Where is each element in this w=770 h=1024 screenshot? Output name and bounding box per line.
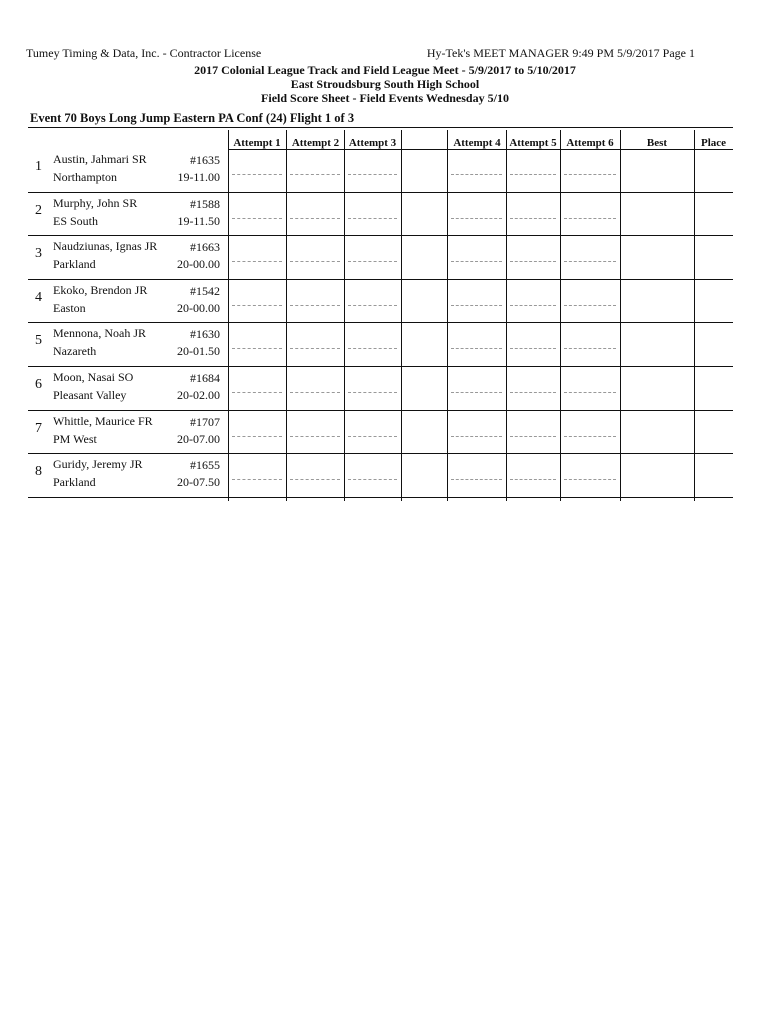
athlete-order-number: 4	[35, 289, 42, 305]
athlete-seed-mark: 19-11.00	[177, 170, 220, 184]
athlete-seed-mark: 20-07.00	[177, 431, 220, 446]
score-cell[interactable]	[621, 238, 693, 279]
header-left: Tumey Timing & Data, Inc. - Contractor License	[26, 46, 262, 60]
header-row-divider	[228, 149, 733, 150]
score-cell[interactable]	[229, 195, 285, 236]
score-cell[interactable]	[287, 195, 343, 236]
score-cell[interactable]	[402, 456, 446, 497]
athlete-order-number: 2	[35, 202, 42, 218]
score-cell[interactable]	[507, 195, 559, 236]
athlete-team: ES South	[53, 213, 99, 228]
athlete-bib: #1635	[190, 153, 220, 167]
athlete-order-number: 8	[35, 464, 42, 480]
score-cell[interactable]	[561, 325, 619, 366]
place-cell[interactable]	[695, 413, 732, 454]
score-cell[interactable]	[345, 456, 400, 497]
score-cell[interactable]	[287, 325, 343, 366]
score-cell[interactable]	[561, 456, 619, 497]
athlete-team: PM West	[53, 431, 97, 446]
athlete-seed-mark: 20-07.50	[177, 475, 220, 490]
score-cell[interactable]	[229, 456, 285, 497]
meet-title: 2017 Colonial League Track and Field League Meet - 5/9/2017 to 5/10/2017	[194, 63, 576, 77]
table-top-line	[28, 127, 733, 128]
place-cell[interactable]	[695, 456, 732, 497]
col-header-attempt-3: Attempt 3	[348, 137, 397, 149]
score-cell[interactable]	[287, 413, 343, 454]
col-header-attempt-2: Attempt 2	[291, 137, 340, 149]
score-cell[interactable]	[621, 151, 693, 192]
score-cell[interactable]	[345, 413, 400, 454]
athlete-team: Easton	[53, 300, 86, 315]
score-cell[interactable]	[345, 195, 400, 236]
score-cell[interactable]	[448, 456, 505, 497]
score-cell[interactable]	[561, 238, 619, 279]
score-cell[interactable]	[621, 413, 693, 454]
score-cell[interactable]	[507, 151, 559, 192]
athlete-name: Moon, Nasai SO	[53, 370, 134, 384]
row-divider	[28, 366, 733, 367]
score-cell[interactable]	[561, 151, 619, 192]
score-cell[interactable]	[287, 238, 343, 279]
col-header-best: Best	[646, 137, 668, 149]
place-cell[interactable]	[695, 369, 732, 410]
score-cell[interactable]	[229, 151, 285, 192]
score-cell[interactable]	[287, 151, 343, 192]
athlete-seed-mark: 20-01.50	[177, 344, 220, 359]
score-cell[interactable]	[561, 195, 619, 236]
col-header-attempt-6: Attempt 6	[566, 137, 614, 149]
athlete-name: Ekoko, Brendon JR	[53, 282, 148, 297]
score-cell[interactable]	[448, 282, 505, 323]
score-cell[interactable]	[287, 369, 343, 410]
score-cell[interactable]	[345, 369, 400, 410]
score-cell[interactable]	[507, 282, 559, 323]
host-title: East Stroudsburg South High School	[290, 77, 480, 91]
athlete-bib: #1707	[190, 414, 220, 429]
athlete-name: Naudziunas, Ignas JR	[53, 239, 158, 254]
score-cell[interactable]	[448, 238, 505, 279]
athlete-team: Northampton	[53, 170, 117, 184]
score-cell[interactable]	[229, 413, 285, 454]
col-header-attempt-4: Attempt 4	[453, 137, 501, 149]
sheet-title: Field Score Sheet - Field Events Wednesday 5/10	[261, 91, 509, 105]
athlete-team: Pleasant Valley	[53, 388, 127, 402]
athlete-bib: #1630	[190, 327, 220, 342]
athlete-seed-mark: 20-00.00	[177, 300, 220, 315]
score-cell[interactable]	[448, 413, 505, 454]
athlete-name: Whittle, Maurice FR	[53, 413, 153, 428]
score-cell[interactable]	[507, 413, 559, 454]
score-cell[interactable]	[621, 282, 693, 323]
score-cell[interactable]	[345, 151, 400, 192]
athlete-name: Mennona, Noah JR	[53, 326, 146, 341]
event-title: Event 70 Boys Long Jump Eastern PA Conf (24) Flight 1 of 3	[30, 111, 355, 125]
place-cell[interactable]	[695, 282, 732, 323]
score-cell[interactable]	[229, 282, 285, 323]
col-header-place: Place	[700, 137, 727, 149]
score-cell[interactable]	[621, 369, 693, 410]
row-divider	[28, 497, 733, 498]
athlete-bib: #1542	[190, 283, 220, 298]
score-cell[interactable]	[229, 369, 285, 410]
score-cell[interactable]	[345, 238, 400, 279]
score-cell[interactable]	[561, 282, 619, 323]
score-cell[interactable]	[507, 325, 559, 366]
athlete-seed-mark: 19-11.50	[177, 213, 220, 228]
athlete-order-number: 5	[35, 333, 42, 349]
score-cell[interactable]	[229, 238, 285, 279]
athlete-seed-mark: 20-00.00	[177, 257, 220, 272]
score-cell[interactable]	[402, 282, 446, 323]
athlete-name: Murphy, John SR	[53, 195, 138, 210]
row-divider	[28, 410, 733, 411]
score-cell[interactable]	[287, 456, 343, 497]
score-cell[interactable]	[448, 325, 505, 366]
score-cell[interactable]	[561, 369, 619, 410]
score-cell[interactable]	[621, 195, 693, 236]
row-divider	[28, 235, 733, 236]
athlete-team: Nazareth	[53, 344, 97, 359]
score-cell[interactable]	[621, 456, 693, 497]
athlete-seed-mark: 20-02.00	[177, 388, 220, 402]
score-cell[interactable]	[507, 456, 559, 497]
score-cell[interactable]	[402, 413, 446, 454]
score-cell[interactable]	[402, 151, 446, 192]
score-cell[interactable]	[402, 369, 446, 410]
score-cell[interactable]	[448, 195, 505, 236]
place-cell[interactable]	[695, 238, 732, 279]
place-cell[interactable]	[695, 195, 732, 236]
score-cell[interactable]	[229, 325, 285, 366]
score-cell[interactable]	[561, 413, 619, 454]
athlete-bib: #1684	[190, 371, 220, 385]
score-cell[interactable]	[402, 238, 446, 279]
place-cell[interactable]	[695, 325, 732, 366]
athlete-name: Guridy, Jeremy JR	[53, 457, 143, 472]
score-cell[interactable]	[402, 325, 446, 366]
row-divider	[28, 192, 733, 193]
athlete-team: Parkland	[53, 475, 96, 490]
score-cell[interactable]	[402, 195, 446, 236]
score-cell[interactable]	[448, 369, 505, 410]
score-cell[interactable]	[621, 325, 693, 366]
row-divider	[28, 279, 733, 280]
row-divider	[28, 453, 733, 454]
athlete-bib: #1655	[190, 458, 220, 473]
score-cell[interactable]	[345, 325, 400, 366]
col-header-attempt-1: Attempt 1	[233, 137, 281, 149]
athlete-order-number: 3	[35, 246, 42, 262]
row-divider	[28, 322, 733, 323]
place-cell[interactable]	[695, 151, 732, 192]
athlete-order-number: 7	[35, 420, 42, 436]
athlete-name: Austin, Jahmari SR	[53, 152, 147, 166]
score-cell[interactable]	[507, 238, 559, 279]
athlete-order-number: 6	[35, 377, 42, 392]
score-cell[interactable]	[345, 282, 400, 323]
col-header-attempt-5: Attempt 5	[509, 137, 557, 149]
score-cell[interactable]	[507, 369, 559, 410]
athlete-bib: #1588	[190, 196, 220, 211]
score-cell[interactable]	[448, 151, 505, 192]
athlete-order-number: 1	[35, 159, 42, 174]
score-cell[interactable]	[287, 282, 343, 323]
athlete-bib: #1663	[190, 240, 220, 255]
athlete-team: Parkland	[53, 257, 96, 272]
header-right: Hy-Tek's MEET MANAGER 9:49 PM 5/9/2017 Page 1	[426, 46, 695, 60]
